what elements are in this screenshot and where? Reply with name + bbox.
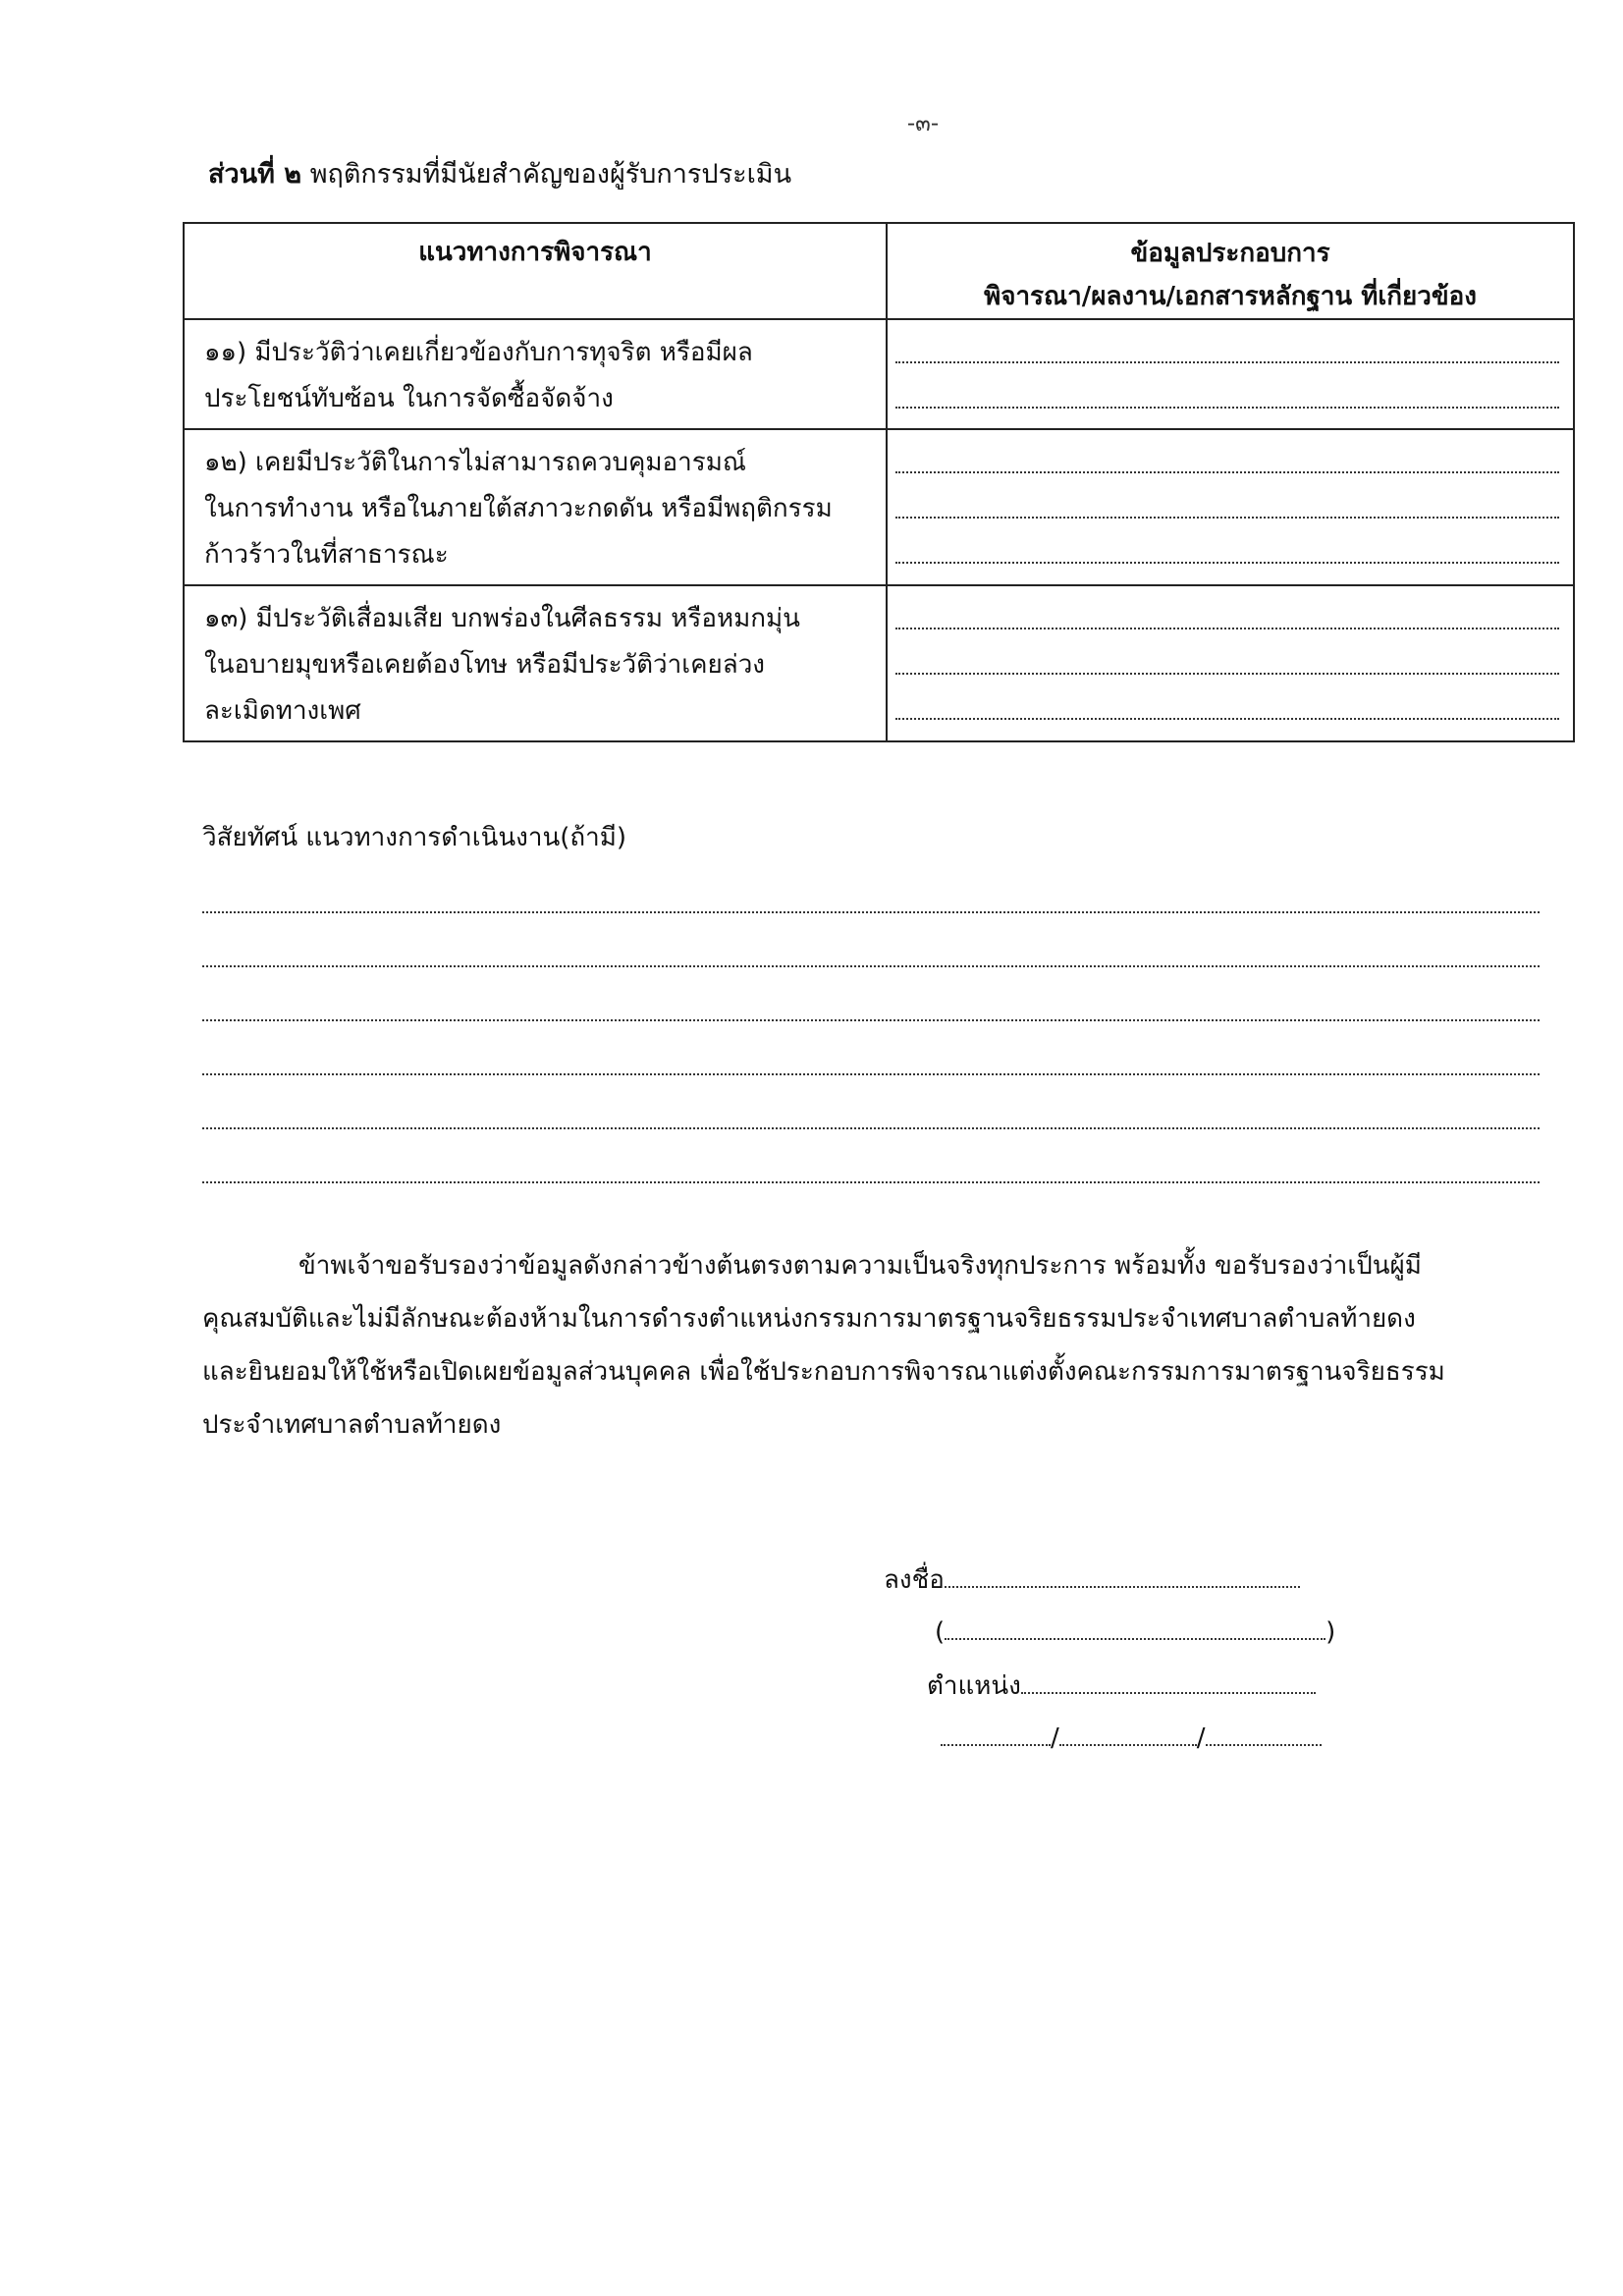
printed-name-field[interactable] xyxy=(945,1613,1325,1640)
section-number: ส่วนที่ ๒ xyxy=(208,159,302,190)
header-evidence-line2: พิจารณา/ผลงาน/เอกสารหลักฐาน ที่เกี่ยวข้อง xyxy=(984,282,1477,311)
vision-label: วิสัยทัศน์ แนวทางการดำเนินงาน(ถ้ามี) xyxy=(202,823,627,852)
dotted-line xyxy=(202,884,1540,913)
section-heading xyxy=(208,152,791,194)
criterion-line: ๑๓) มีประวัติเสื่อมเสีย บกพร่องในศีลธรรม หรือหมกมุ่น xyxy=(204,604,800,633)
position-field[interactable] xyxy=(1021,1667,1316,1694)
paren-open: ( xyxy=(935,1617,946,1647)
date-separator: / xyxy=(1051,1723,1059,1753)
dotted-line xyxy=(202,1075,1540,1129)
dotted-line xyxy=(202,1021,1540,1075)
dotted-line xyxy=(895,334,1559,363)
declaration-paragraph xyxy=(202,1239,1542,1451)
table-row xyxy=(184,429,1574,585)
dotted-line xyxy=(202,967,1540,1021)
date-month-field[interactable] xyxy=(1059,1719,1197,1746)
dotted-line xyxy=(895,363,1559,409)
paren-close: ) xyxy=(1325,1617,1336,1647)
declaration-line: และยินยอมให้ใช้หรือเปิดเผยข้อมูลส่วนบุคคล เพื่อใช้ประกอบการพิจารณาแต่งตั้งคณะกรรมการมาตรฐานจริยธรรม xyxy=(202,1357,1445,1387)
name-row xyxy=(935,1613,1335,1652)
criterion-13 xyxy=(184,585,887,741)
vision-input-area[interactable] xyxy=(202,884,1540,1183)
dotted-line xyxy=(895,519,1559,564)
table-row xyxy=(184,319,1574,429)
dotted-line xyxy=(895,600,1559,629)
date-day-field[interactable] xyxy=(941,1719,1051,1746)
dotted-line xyxy=(202,913,1540,967)
position-label: ตำแหน่ง xyxy=(927,1671,1021,1701)
criterion-line: ละเมิดทางเพศ xyxy=(204,696,361,726)
dotted-line xyxy=(895,473,1559,519)
criterion-11 xyxy=(184,319,887,429)
dotted-line xyxy=(895,444,1559,473)
page-number: -๓- xyxy=(906,111,940,137)
section-title: พฤติกรรมที่มีนัยสำคัญของผู้รับการประเมิน xyxy=(309,159,792,190)
criterion-line: ๑๒) เคยมีประวัติในการไม่สามารถควบคุมอารมณ์ xyxy=(204,448,746,477)
declaration-line: ประจำเทศบาลตำบลท้ายดง xyxy=(202,1410,502,1440)
date-row xyxy=(941,1719,1322,1758)
sign-label: ลงชื่อ xyxy=(884,1565,945,1595)
dotted-line xyxy=(202,1129,1540,1183)
date-separator: / xyxy=(1196,1723,1206,1753)
header-evidence xyxy=(887,223,1574,319)
date-year-field[interactable] xyxy=(1206,1719,1322,1746)
criterion-12 xyxy=(184,429,887,585)
criterion-line: ก้าวร้าวในที่สาธารณะ xyxy=(204,540,449,570)
criterion-line: ๑๑) มีประวัติว่าเคยเกี่ยวข้องกับการทุจริต หรือมีผล xyxy=(204,338,753,367)
signature-field[interactable] xyxy=(945,1560,1300,1588)
criterion-line: ในอบายมุขหรือเคยต้องโทษ หรือมีประวัติว่าเคยล่วง xyxy=(204,650,765,680)
header-criteria: แนวทางการพิจารณา xyxy=(184,223,887,319)
declaration-line: ข้าพเจ้าขอรับรองว่าข้อมูลดังกล่าวข้างต้นตรงตามความเป็นจริงทุกประการ พร้อมทั้ง ขอรับรองว่าเป็นผู้มี xyxy=(298,1251,1422,1281)
dotted-line xyxy=(895,629,1559,675)
criterion-line: ประโยชน์ทับซ้อน ในการจัดซื้อจัดจ้าง xyxy=(204,384,614,413)
table-row xyxy=(184,585,1574,741)
position-row xyxy=(927,1666,1316,1705)
criteria-table xyxy=(183,222,1575,742)
evidence-field-13[interactable] xyxy=(887,585,1574,741)
evidence-field-11[interactable] xyxy=(887,319,1574,429)
declaration-line: คุณสมบัติและไม่มีลักษณะต้องห้ามในการดำรงตำแหน่งกรรมการมาตรฐานจริยธรรมประจำเทศบาลตำบลท้ายดง xyxy=(202,1304,1416,1334)
table-header-row xyxy=(184,223,1574,319)
signature-row xyxy=(884,1559,1300,1599)
criterion-line: ในการทำงาน หรือในภายใต้สภาวะกดดัน หรือมีพฤติกรรม xyxy=(204,494,833,523)
dotted-line xyxy=(895,675,1559,720)
evidence-field-12[interactable] xyxy=(887,429,1574,585)
header-evidence-line1: ข้อมูลประกอบการ xyxy=(1130,239,1330,268)
